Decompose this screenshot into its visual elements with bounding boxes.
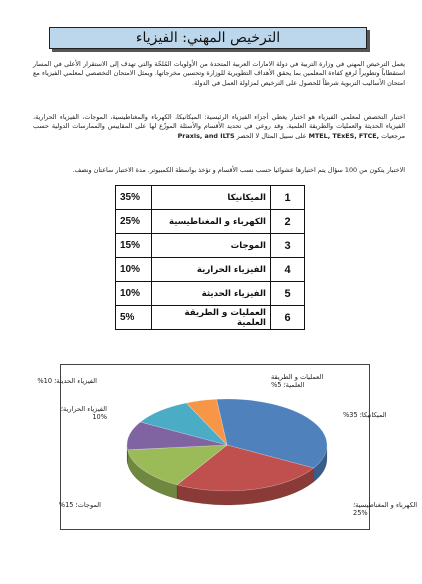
intro-paragraph: يعمل الترخيص المهني في وزارة التربية في دولة الامارات العربية المتحدة من الأولويات المُلحّة والتي تهدف إلى الاستقرار الأعلى في المسار استقطاباً وتطويراً لرفع كفاءة المعلمين بما يحقق الأهداف التطويرية للوزارة وتحسين مخرجاتها. ويمثل الامتحان التخصصي لمعلمي الفيزياء مع امتحان الأساليب التربوية شرطاً للحصول على الترخيص لمزاولة العمل في الدولة. [33, 60, 405, 87]
pie-label-5: الفيزياء الحديثة؛ 10% [37, 377, 97, 385]
pie-label-4: الفيزياء الحرارية؛ 10% [60, 405, 107, 421]
section-name: الفيزياء الحرارية [152, 258, 271, 282]
section-number: 4 [271, 258, 305, 282]
section-number: 3 [271, 234, 305, 258]
table-row [116, 234, 305, 258]
section-number: 6 [271, 306, 305, 330]
section-number: 1 [271, 186, 305, 210]
table-row [116, 306, 305, 330]
pie-chart [37, 364, 418, 530]
section-name: الفيزياء الحديثة [152, 282, 271, 306]
page-title: الترخيص المهني: الفيزياء [49, 27, 367, 49]
section-percent: 10% [116, 282, 152, 306]
reference-list-2: Praxis, and ILTS [177, 131, 235, 140]
table-row [116, 282, 305, 306]
reference-list-1: MTEL, TExES, FTCE, [308, 131, 380, 140]
pie-chart-svg [37, 365, 418, 531]
table-row [116, 210, 305, 234]
section-name: العمليات و الطريقة العلمية [152, 306, 271, 330]
specialization-text: اختبار التخصص لمعلمي الفيزياء هو اختبار يغطي أجزاء الفيزياء الرئيسية: الميكانيكا، الكهرباء والمغناطيسية، الموجات، الفيزياء الحرارية، الفيزياء الحديثة والعمليات والطريقة العلمية. وقد روعي في تحديد الأقسام والأسئلة الموزّع لها على المقاييس والممارسات الدولية حسب مرجعيات [33, 113, 405, 140]
section-percent: 25% [116, 210, 152, 234]
section-percent: 10% [116, 258, 152, 282]
section-percent: 35% [116, 186, 152, 210]
section-percent: 15% [116, 234, 152, 258]
specialization-tail: على سبيل المثال لا الحصر [236, 131, 307, 140]
section-name: الميكانيكا [152, 186, 271, 210]
section-percent: 5% [116, 306, 152, 330]
section-number: 5 [271, 282, 305, 306]
exam-info-paragraph: الاختبار يتكون من 100 سؤال يتم اختيارها عشوائيا حسب نسب الأقسام و تؤخذ بواسطة الكمبيوتر. مدة الاختبار ساعتان ونصف. [72, 166, 405, 174]
specialization-paragraph [33, 113, 405, 141]
pie-label-2: الكهرباء و المغناطيسية؛ 25% [353, 501, 418, 517]
pie-label-1: الميكانيكا؛ 35% [343, 411, 387, 419]
section-number: 2 [271, 210, 305, 234]
section-name: الموجات [152, 234, 271, 258]
table-row [116, 186, 305, 210]
pie-label-3: الموجات؛ 15% [58, 501, 101, 509]
pie-label-6: العمليات و الطريقة العلمية؛ 5% [271, 373, 324, 389]
sections-table [115, 185, 305, 330]
section-name: الكهرباء و المغناطيسية [152, 210, 271, 234]
table-row [116, 258, 305, 282]
